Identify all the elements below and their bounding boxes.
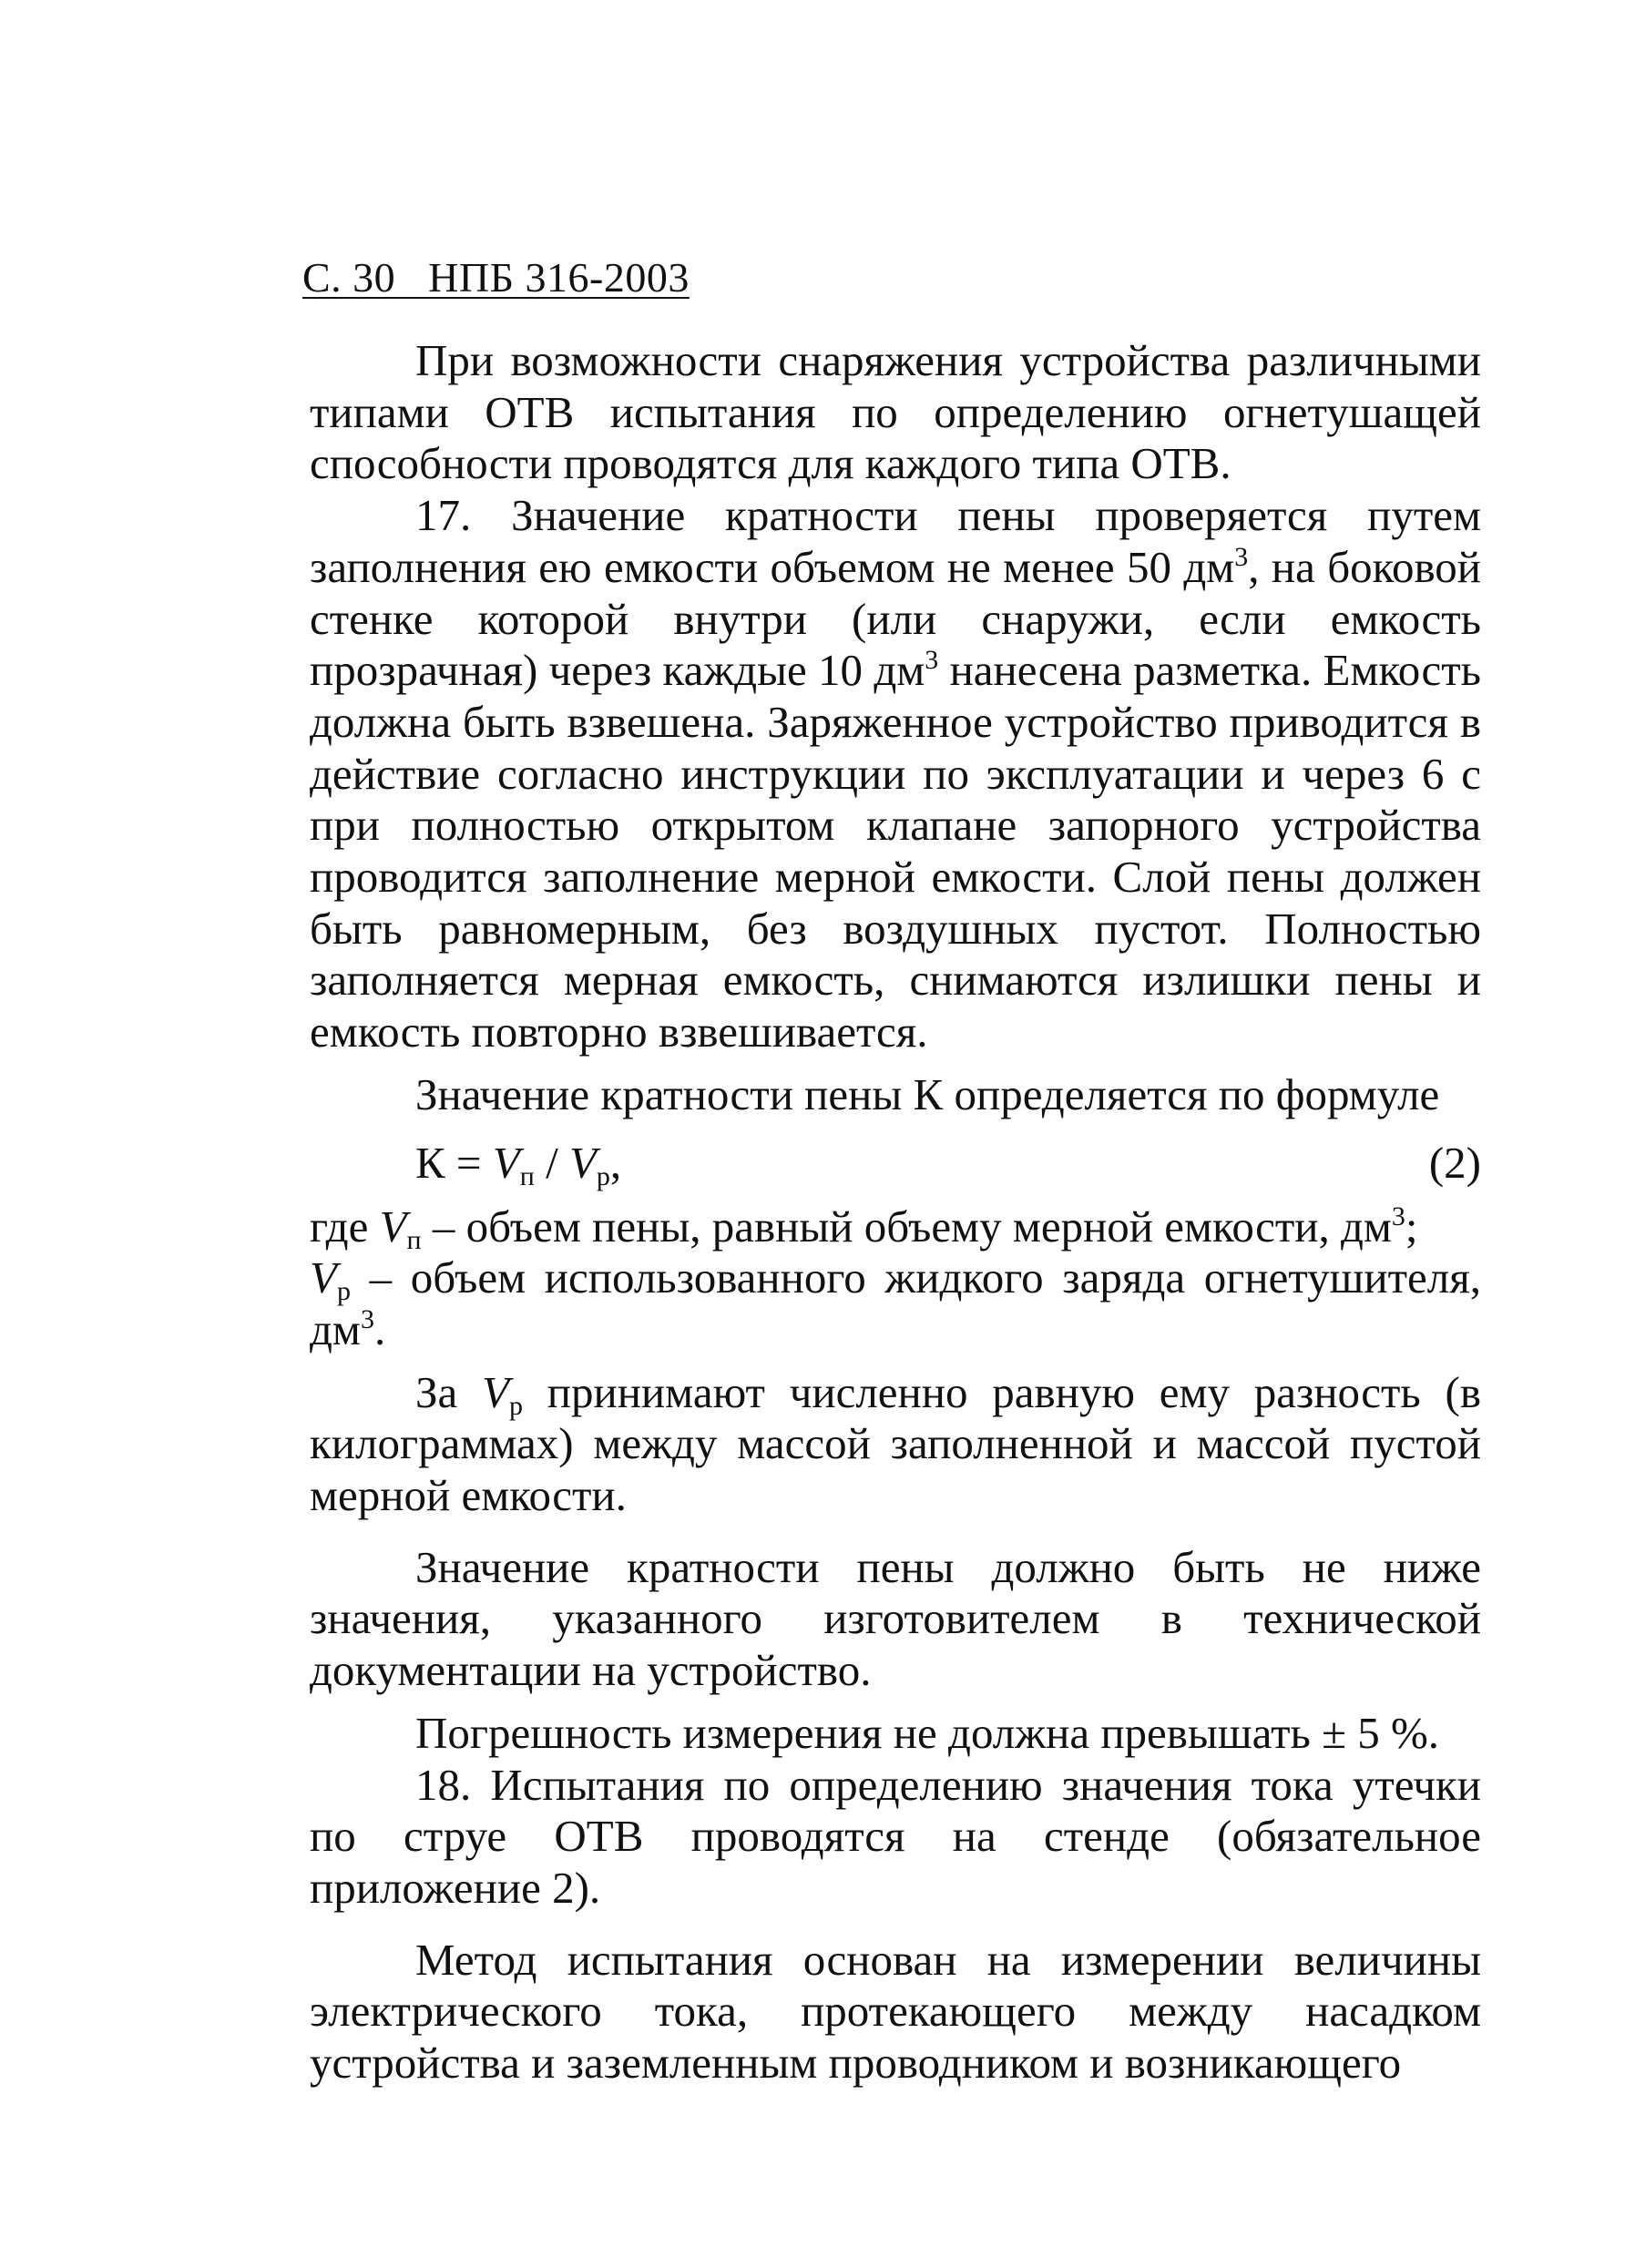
paragraph-ots-types xyxy=(310,335,1481,490)
formula-foam-ratio xyxy=(310,1127,1481,1198)
formula-var-v: V xyxy=(379,1200,407,1251)
formula-sub-p: п xyxy=(519,1160,535,1191)
paragraph-text: При возможности снаряжения устройства различными типами ОТВ испытания по определению огнетушащей способности проводятся для каждого типа ОТВ. xyxy=(310,335,1481,489)
formula-var-v: V xyxy=(492,1137,520,1188)
paragraph-text: нанесена разметка. Емкость должна быть взвешена. Заряженное устройство приводится в действие согласно инструкции по эксплуатации и через 6 с при полностью открытом клапане запорного устройства проводится заполнение мерной емкости. Слой пены должен быть равномерным, без воздушных пустот. Полностью заполняется мерная емкость, снимаются излишки пены и емкость повторно взвешивается. xyxy=(310,645,1481,1057)
superscript-cube: 3 xyxy=(1391,1200,1405,1231)
formula-sub-p: п xyxy=(406,1224,422,1255)
paragraph-vr-definition xyxy=(310,1367,1481,1522)
paragraph-text: Погрешность измерения не должна превышать ± 5 %. xyxy=(415,1707,1440,1758)
formula-slash: / xyxy=(534,1137,569,1188)
formula-var-v: V xyxy=(310,1252,337,1303)
paragraph-text: где xyxy=(310,1200,380,1251)
paragraph-text: 17. Значение кратности пены проверяется путем заполнения ею емкости объемом не менее 50 дм xyxy=(310,490,1481,592)
paragraph-formula-intro xyxy=(310,1069,1481,1121)
paragraph-item-18 xyxy=(310,1760,1481,1915)
document-body xyxy=(310,335,1481,2089)
formula-expression xyxy=(415,1138,621,1190)
paragraph-error-limit xyxy=(310,1708,1481,1760)
formula-sub-r: р xyxy=(336,1276,351,1307)
paragraph-text: Метод испытания основан на измерении величины электрического тока, протекающего между насадком устройства и заземленным проводником и возникающего xyxy=(310,1934,1481,2089)
formula-var-v: V xyxy=(482,1366,509,1417)
paragraph-text: ; xyxy=(1405,1200,1418,1251)
superscript-cube: 3 xyxy=(360,1303,374,1334)
formula-sub-r: р xyxy=(509,1390,523,1421)
formula-number: (2) xyxy=(1428,1137,1481,1188)
paragraph-text: – объем пены, равный объему мерной емкости, дм xyxy=(421,1200,1392,1251)
formula-comma: , xyxy=(609,1137,622,1188)
paragraph-text: – объем использованного жидкого заряда огнетушителя, дм xyxy=(310,1252,1481,1354)
formula-var-v: V xyxy=(568,1137,597,1188)
paragraph-test-method xyxy=(310,1935,1481,2089)
formula-k: К = xyxy=(415,1137,493,1188)
paragraph-text: За xyxy=(415,1366,483,1417)
paragraph-text: 18. Испытания по определению значения тока утечки по струе ОТВ проводятся на стенде (обязательное приложение 2). xyxy=(310,1759,1481,1913)
paragraph-text: принимают численно равную ему разность (в килограммах) между массой заполненной и массой пустой мерной емкости. xyxy=(310,1366,1481,1521)
paragraph-text: Значение кратности пены должно быть не ниже значения, указанного изготовителем в технической документации на устройство. xyxy=(310,1541,1481,1696)
page-header-text: С. 30 НПБ 316-2003 xyxy=(302,254,690,301)
formula-sub-r: р xyxy=(596,1160,610,1191)
paragraph-ratio-requirement xyxy=(310,1542,1481,1697)
paragraph-text: , на боковой стенке которой внутри (или снаружи, если емкость прозрачная) через каждые 10 дм xyxy=(310,541,1481,696)
superscript-cube: 3 xyxy=(925,645,939,676)
paragraph-where xyxy=(310,1201,1481,1356)
paragraph-text: . xyxy=(373,1303,386,1354)
paragraph-text: Значение кратности пены К определяется по формуле xyxy=(415,1068,1440,1119)
page-header xyxy=(302,254,690,301)
superscript-cube: 3 xyxy=(1234,541,1249,572)
paragraph-item-17 xyxy=(310,490,1481,1058)
